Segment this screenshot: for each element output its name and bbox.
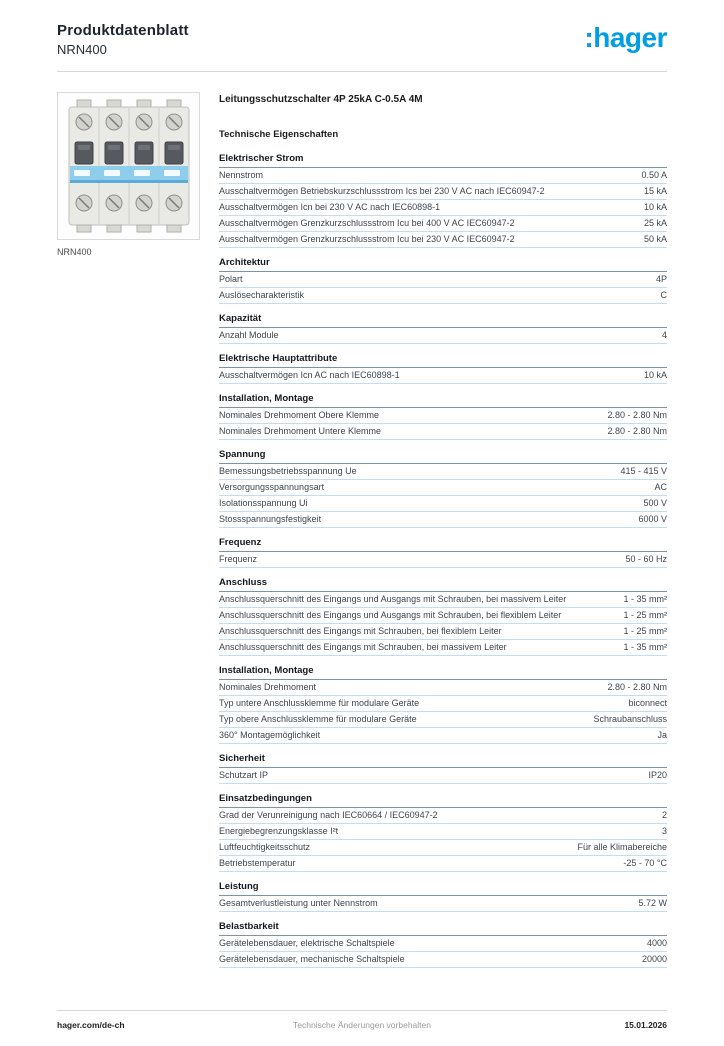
spec-column [219,92,667,968]
spec-value: 6000 V [638,514,667,524]
section [219,665,667,744]
spec-row [219,328,667,344]
spec-value: 1 - 25 mm² [623,626,667,636]
spec-label: Ausschaltvermögen Grenzkurzschlussstrom Icu bei 400 V AC IEC60947-2 [219,218,515,228]
spec-row [219,424,667,440]
spec-label: Anschlussquerschnitt des Eingangs mit Schrauben, bei massivem Leiter [219,642,507,652]
section-title: Leistung [219,881,667,896]
spec-value: 1 - 25 mm² [623,610,667,620]
spec-row [219,728,667,744]
spec-value: 4000 [646,938,667,948]
spec-row [219,768,667,784]
header-titles [57,22,189,57]
spec-value: 50 kA [643,234,667,244]
hager-logo: :hager [584,22,667,53]
spec-label: Ausschaltvermögen Icn bei 230 V AC nach IEC60898-1 [219,202,441,212]
spec-label: Auslösecharakteristik [219,290,305,300]
spec-row [219,168,667,184]
spec-value: 20000 [641,954,667,964]
spec-label: Ausschaltvermögen Grenzkurzschlussstrom Icu bei 230 V AC IEC60947-2 [219,234,515,244]
spec-row [219,592,667,608]
footer-website-link[interactable]: hager.com/de-ch [57,1020,125,1030]
spec-value: 10 kA [643,370,667,380]
spec-value: 2.80 - 2.80 Nm [607,426,667,436]
section-title: Spannung [219,449,667,464]
section-title: Architektur [219,257,667,272]
spec-value: IP20 [648,770,667,780]
page-header [57,22,667,57]
spec-value: Schraubanschluss [593,714,667,724]
spec-row [219,712,667,728]
product-image-column [57,92,202,968]
spec-label: Luftfeuchtigkeitsschutz [219,842,311,852]
spec-row [219,840,667,856]
spec-label: Nominales Drehmoment Obere Klemme [219,410,380,420]
spec-value: 2 [661,810,667,820]
spec-row [219,608,667,624]
spec-value: 4 [661,330,667,340]
section [219,793,667,872]
spec-label: Anschlussquerschnitt des Eingangs und Ausgangs mit Schrauben, bei flexiblem Leiter [219,610,562,620]
spec-row [219,552,667,568]
spec-value: 0.50 A [641,170,667,180]
section [219,449,667,528]
spec-value: Für alle Klimabereiche [577,842,667,852]
spec-label: Anschlussquerschnitt des Eingangs mit Schrauben, bei flexiblem Leiter [219,626,502,636]
spec-row [219,408,667,424]
footer-notice: Technische Änderungen vorbehalten [292,1020,431,1030]
spec-value: 1 - 35 mm² [623,594,667,604]
section-title: Einsatzbedingungen [219,793,667,808]
spec-value: 415 - 415 V [620,466,667,476]
section [219,257,667,304]
section [219,537,667,568]
spec-value: Ja [657,730,667,740]
tech-properties-heading: Technische Eigenschaften [219,129,339,140]
spec-label: Isolationsspannung Ui [219,498,308,508]
footer-row [57,1020,667,1030]
spec-row [219,512,667,528]
section-title: Frequenz [219,537,667,552]
spec-label: Polart [219,274,243,284]
spec-label: Stossspannungsfestigkeit [219,514,322,524]
spec-label: Bemessungsbetriebsspannung Ue [219,466,357,476]
product-image [57,92,200,240]
spec-label: Nennstrom [219,170,264,180]
section-title: Anschluss [219,577,667,592]
spec-label: Typ untere Anschlussklemme für modulare Geräte [219,698,420,708]
spec-row [219,640,667,656]
spec-label: Gerätelebensdauer, elektrische Schaltspiele [219,938,395,948]
spec-row [219,480,667,496]
section-title: Elektrische Hauptattribute [219,353,667,368]
spec-label: Nominales Drehmoment Untere Klemme [219,426,382,436]
section [219,353,667,384]
section-title: Kapazität [219,313,667,328]
spec-label: Anzahl Module [219,330,279,340]
spec-label: Anschlussquerschnitt des Eingangs und Ausgangs mit Schrauben, bei massivem Leiter [219,594,567,604]
spec-value: AC [654,482,667,492]
spec-label: Betriebstemperatur [219,858,296,868]
spec-value: 50 - 60 Hz [625,554,667,564]
spec-label: Typ obere Anschlussklemme für modulare Geräte [219,714,417,724]
spec-row [219,464,667,480]
spec-label: Ausschaltvermögen Betriebskurzschlussstrom Ics bei 230 V AC nach IEC60947-2 [219,186,545,196]
spec-row [219,200,667,216]
doc-subtitle: NRN400 [57,42,107,57]
section-title: Sicherheit [219,753,667,768]
spec-label: Grad der Verunreinigung nach IEC60664 / IEC60947-2 [219,810,438,820]
spec-value: 3 [661,826,667,836]
spec-value: -25 - 70 °C [623,858,667,868]
spec-row [219,856,667,872]
footer-date: 15.01.2026 [624,1020,667,1030]
section [219,921,667,968]
footer-divider [57,1010,667,1011]
section [219,577,667,656]
spec-row [219,624,667,640]
sections [219,153,667,968]
header-divider [57,71,667,72]
spec-label: Energiebegrenzungsklasse I²t [219,826,339,836]
spec-row [219,368,667,384]
section-title: Belastbarkeit [219,921,667,936]
spec-row [219,952,667,968]
spec-value: 1 - 35 mm² [623,642,667,652]
spec-label: Ausschaltvermögen Icn AC nach IEC60898-1 [219,370,400,380]
spec-value: 15 kA [643,186,667,196]
spec-row [219,232,667,248]
product-image-caption: NRN400 [57,247,92,257]
spec-row [219,184,667,200]
spec-value: 500 V [643,498,667,508]
section [219,881,667,912]
spec-value: 5.72 W [638,898,667,908]
section-title: Installation, Montage [219,665,667,680]
spec-label: Gesamtverlustleistung unter Nennstrom [219,898,378,908]
spec-value: C [660,290,667,300]
spec-row [219,680,667,696]
spec-value: 2.80 - 2.80 Nm [607,682,667,692]
spec-row [219,216,667,232]
spec-row [219,936,667,952]
circuit-breaker-image [66,98,192,234]
section [219,753,667,784]
spec-value: 25 kA [643,218,667,228]
spec-value: 4P [655,274,667,284]
spec-row [219,288,667,304]
spec-label: Frequenz [219,554,258,564]
spec-label: 360° Montagemöglichkeit [219,730,321,740]
section [219,153,667,248]
spec-value: biconnect [628,698,667,708]
spec-label: Schutzart IP [219,770,269,780]
spec-label: Nominales Drehmoment [219,682,317,692]
section [219,393,667,440]
spec-row [219,496,667,512]
section-title: Installation, Montage [219,393,667,408]
spec-row [219,272,667,288]
section-title: Elektrischer Strom [219,153,667,168]
spec-row [219,824,667,840]
section [219,313,667,344]
spec-label: Gerätelebensdauer, mechanische Schaltspiele [219,954,405,964]
spec-row [219,696,667,712]
main-content [57,92,667,968]
product-title: Leitungsschutzschalter 4P 25kA C-0.5A 4M [219,94,423,105]
spec-value: 2.80 - 2.80 Nm [607,410,667,420]
page-footer [57,1010,667,1030]
spec-label: Versorgungsspannungsart [219,482,325,492]
spec-row [219,896,667,912]
doc-title: Produktdatenblatt [57,22,189,39]
spec-row [219,808,667,824]
spec-value: 10 kA [643,202,667,212]
